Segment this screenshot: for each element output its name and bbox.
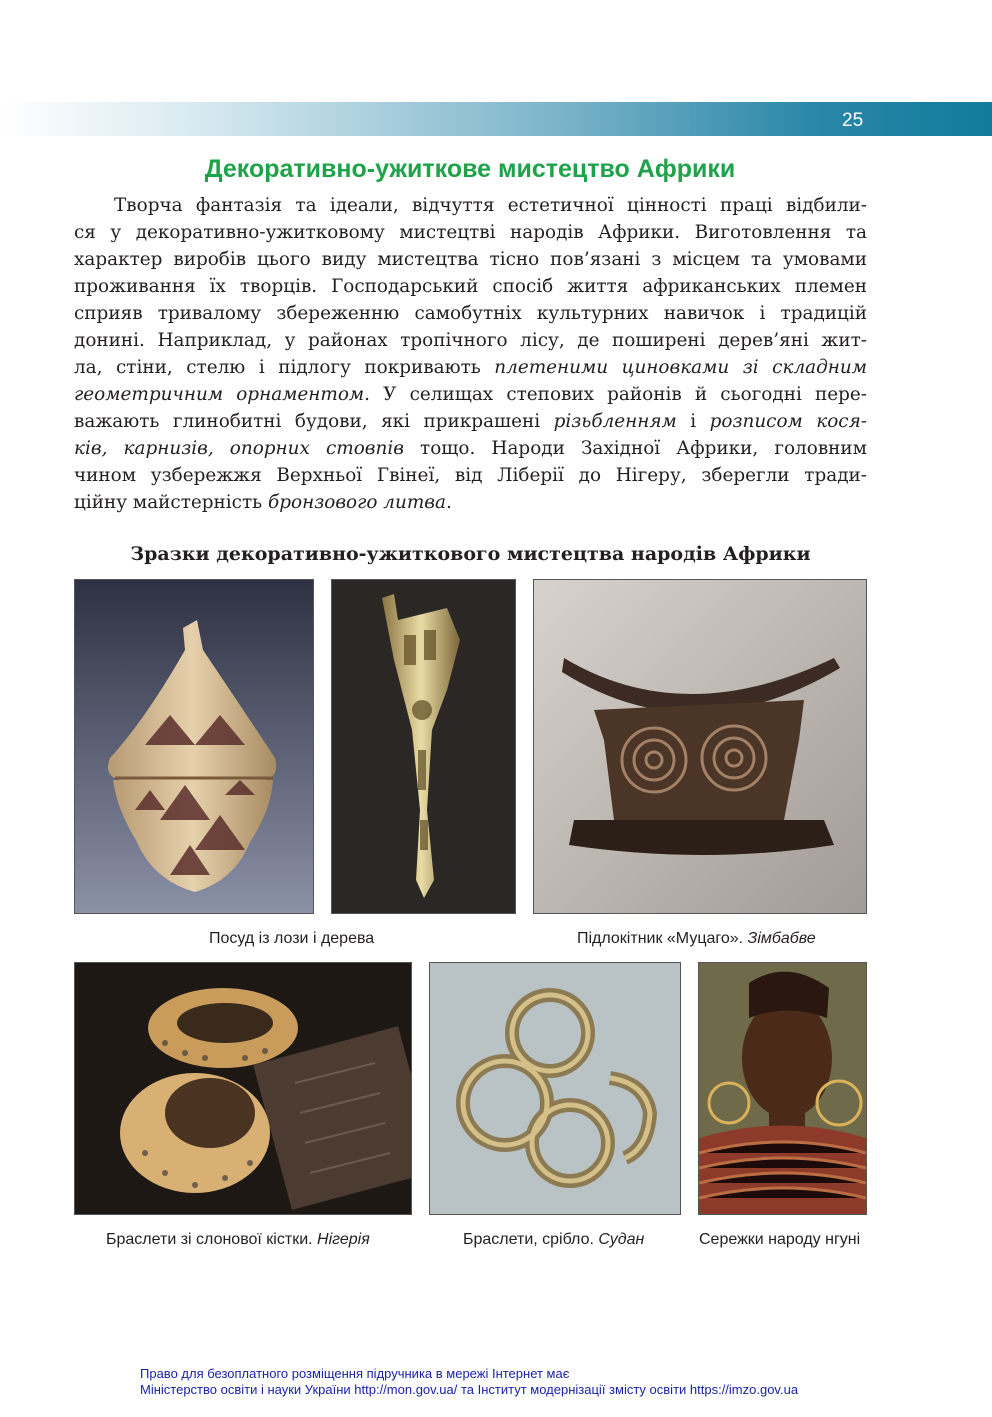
body-paragraph [74,192,867,516]
sceptre-illustration [332,580,515,913]
caption-earrings: Сережки народу нгуні [699,1231,861,1248]
emphasis-text: геометричним орнаментом [74,384,365,405]
emphasis-text: плетеними циновками зі складним [494,357,867,378]
footer-notice [140,1366,880,1398]
body-line: характер виробів цього виду мистецтва тісно пов’язані з місцем та умовами [74,249,867,270]
page-number: 25 [842,110,864,131]
section-title: Декоративно-ужиткове мистецтво Африки [204,155,736,183]
body-line: проживання їх творців. Господарський спосіб життя африканських племен [74,276,867,297]
caption-origin: Нігерія [317,1231,370,1248]
body-line: Творча фантазія та ідеали, відчуття естетичної цінності праці відбили- [114,195,867,216]
earrings-illustration [699,963,866,1214]
emphasis-text: ків, карнизів, опорних стовпів [74,438,404,459]
caption-vessels: Посуд із лози і дерева [209,930,375,947]
ivory-bracelets-illustration [75,963,411,1214]
caption-ivory-bracelets [106,1231,370,1249]
body-text-run: ційну майстерність [74,492,269,513]
silver-bracelets-illustration [430,963,680,1214]
emphasis-text: бронзового литва [268,492,446,513]
emphasis-text: розписом кося- [709,411,867,432]
caption-silver-bracelets [463,1231,644,1249]
ivory-bracelets-photo [74,962,412,1215]
body-text-run: тощо. Народи Західної Африки, головним [403,438,867,459]
basket-photo [74,579,314,914]
body-line [74,489,867,516]
carved-sceptre-photo [331,579,516,914]
body-line: донині. Наприклад, у районах тропічного лісу, де поширені дерев’яні жит- [74,330,867,351]
body-text-run: . У селищах степових районів й сьогодні пере- [364,384,867,405]
body-line: сприяв тривалому збереженню самобутніх культурних навичок і традицій [74,303,867,324]
body-text-run: важають глинобитні будови, які прикрашені [74,411,554,432]
body-line [74,435,867,462]
headrest-illustration [534,580,866,913]
gallery-title: Зразки декоративно-ужиткового мистецтва народів Африки [130,543,811,565]
caption-origin: Зімбабве [747,930,816,947]
body-text-run: . [445,492,452,513]
body-text-run: ла, стіни, стелю і підлогу покривають [74,357,495,378]
headrest-photo [533,579,867,914]
caption-headrest [577,930,816,948]
body-line: чином узбережжя Верхньої Гвінеї, від Ліберії до Нігеру, зберегли тради- [74,465,867,486]
earrings-photo [698,962,867,1215]
caption-text: Підлокітник «Муцаго». [577,930,748,947]
footer-line: Міністерство освіти і науки України http://mon.gov.ua/ та Інститут модернізації змісту освіти https://imzo.gov.ua [140,1382,799,1397]
caption-origin: Судан [598,1231,645,1248]
body-line: ся у декоративно-ужитковому мистецтві народів Африки. Виготовлення та [74,222,867,243]
caption-text: Браслети, срібло. [463,1231,599,1248]
silver-bracelets-photo [429,962,681,1215]
body-line [74,381,867,408]
body-line [74,354,867,381]
caption-text: Браслети зі слонової кістки. [106,1231,318,1248]
basket-illustration [75,580,313,913]
body-line [74,408,867,435]
footer-line: Право для безоплатного розміщення підручника в мережі Інтернет має [140,1366,570,1381]
emphasis-text: різьбленням [553,411,677,432]
body-text-run: і [676,411,710,432]
